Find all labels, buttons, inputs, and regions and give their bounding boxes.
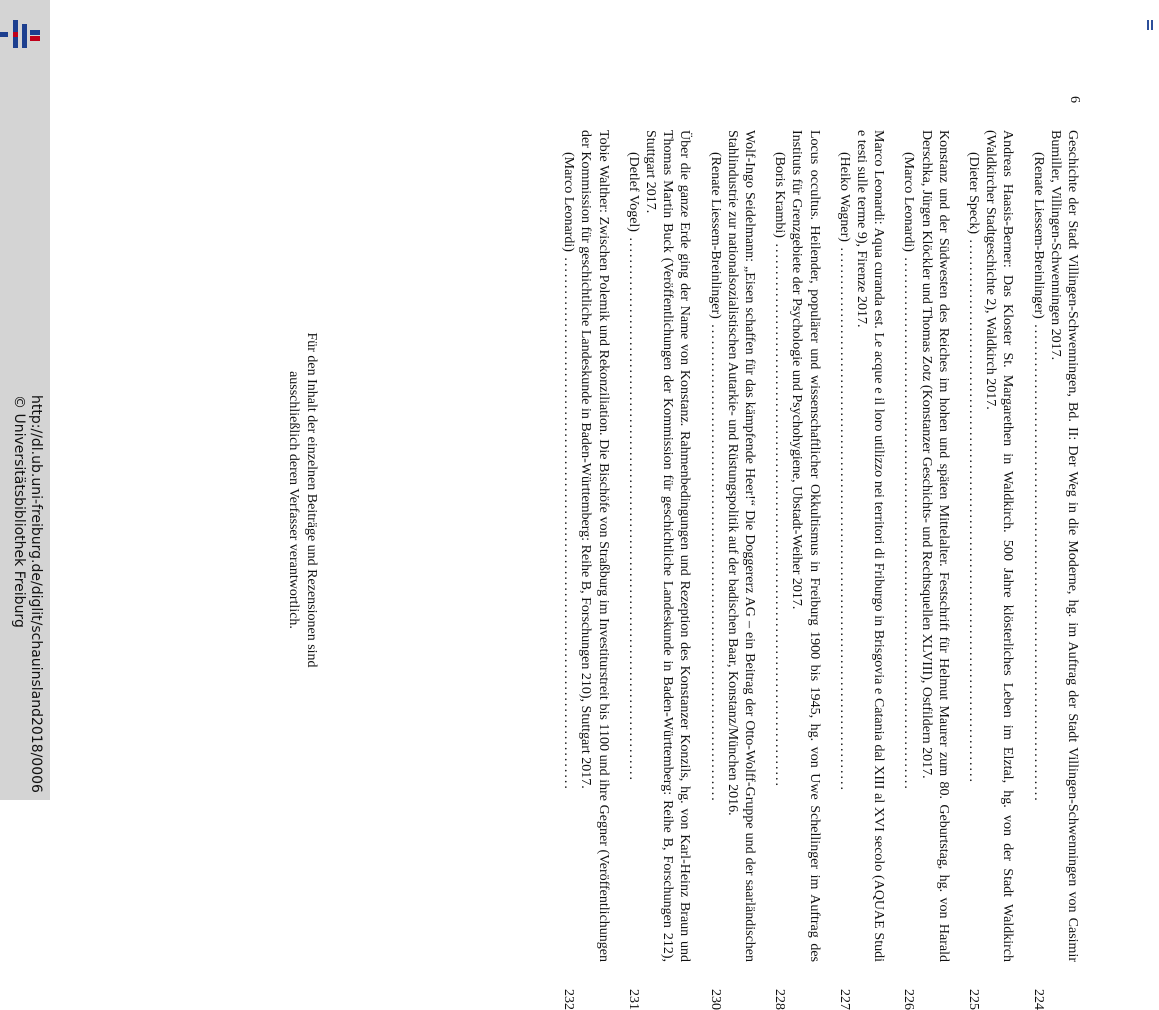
entry-title: Geschichte der Stadt Villingen-Schwenningen, Bd. II: Der Weg in die Moderne, hg. im Auftrag der Stadt Villingen-Schwenningen von Casimir Bumiller, Villingen-Schwenningen 2017. — [1047, 130, 1080, 962]
entry-title: Wolf-Ingo Seidelmann: „Eisen schaffen für das kämpfende Heer!“ Die Doggererz AG – ein Beitrag der Otto-Wolff-Gruppe und der saarländischen Stahlindustrie zur nationalsozialistischen Autarkie- und Rüstungspolitik auf der badischen Baar, Konstanz/München 2016. — [724, 130, 757, 962]
review-entry — [1029, 130, 1081, 1010]
entry-reviewer: (Renate Liessem-Breinlinger) ....................................................................................... — [1030, 152, 1046, 803]
scanned-page — [45, 0, 1085, 1010]
entry-title: Andreas Haasis-Berner: Das Kloster St. Margarethen in Waldkirch. 500 Jahre klösterliches Leben im Elztal, hg. von der Stadt Waldkirch (Waldkircher Stadtgeschichte 2), Waldkirch 2017. — [983, 130, 1016, 962]
entry-page-number: 224 — [1030, 989, 1046, 1010]
entry-reviewer: (Marco Leonardi) ................................................................................................. — [561, 152, 577, 791]
review-entry — [965, 130, 1017, 1010]
entry-reviewer: (Heiko Wagner) ................................................................................................... — [836, 152, 852, 792]
entry-page-number: 225 — [965, 989, 981, 1010]
permalink-url[interactable]: http://dl.ub.uni-freiburg.de/diglit/schauinsland2018/0006 — [28, 395, 44, 793]
disclaimer-line-2: ausschließlich deren Verfasser verantwortlich. — [286, 371, 301, 629]
entry-title: Über die ganze Erde ging der Name von Konstanz. Rahmenbedingungen und Rezeption des Konstanzer Konzils, hg. von Karl-Heinz Braun und Thomas Martin Buck (Veröffentlichungen der Kommission für geschichtliche Landeskunde in Baden-Württemberg: Reihe B, Forschungen 212), Stuttgart 2017. — [642, 130, 693, 962]
entry-reviewer: (Renate Liessem-Breinlinger) ....................................................................................... — [707, 152, 723, 803]
review-entry — [625, 130, 694, 1010]
entry-reviewer: (Marco Leonardi) ................................................................................................. — [901, 152, 917, 791]
entry-page-number: 232 — [561, 989, 577, 1010]
entry-page-number: 231 — [625, 989, 641, 1010]
entry-title: Marco Leonardi: Aqua curanda est. Le acque e il loro utilizzo nei territori di Friburgo in Brisgovia e Catania dal XIII al XVI secolo (AQUAE Studi e testi sulle terme 9), Firenze 2017. — [853, 130, 887, 962]
review-list — [547, 130, 1081, 1010]
entry-page-number: 226 — [901, 989, 917, 1010]
sidebar-source-info — [10, 395, 44, 795]
page-marker-icon — [1145, 14, 1155, 34]
page-number: 6 — [1067, 96, 1082, 103]
review-entry — [706, 130, 758, 1010]
entry-reviewer: (Boris Krambi) ................................................................................................... — [772, 152, 788, 788]
review-entry — [836, 130, 888, 1010]
entry-title: Tobie Walther: Zwischen Polemik und Rekonziliation. Die Bischöfe von Straßburg im Investiturstreit bis 1100 und ihre Gegner (Veröffentlichungen der Kommission für geschichtliche Landeskunde in Baden-Württemberg: Reihe B, Forschungen 210), Stuttgart 2017. — [578, 130, 611, 962]
disclaimer-line-1: Für den Inhalt der einzelnen Beiträge und Rezensionen sind — [304, 332, 319, 668]
entry-page-number: 228 — [772, 989, 788, 1010]
entry-page-number: 230 — [707, 989, 723, 1010]
entry-reviewer: (Detlef Vogel) ................................................................................................... — [625, 152, 641, 782]
review-entry — [900, 130, 952, 1010]
review-entry — [560, 130, 612, 1010]
university-logo-icon — [0, 18, 44, 52]
entry-title: Konstanz und der Südwesten des Reiches im hohen und späten Mittelalter. Festschrift für Helmut Maurer zum 80. Geburtstag, hg. von Harald Derschka, Jürgen Klöckler und Thomas Zotz (Konstanzer Geschichts- und Rechtsquellen XLVIII), Ostfildern 2017. — [918, 130, 951, 962]
viewer-sidebar — [0, 0, 50, 800]
review-entry — [771, 130, 823, 1010]
entry-title: Locus occultus. Heilender, populärer und wissenschaftlicher Okkultismus in Freiburg 1900 bis 1945, hg. von Uwe Schellinger im Auftrag des Instituts für Grenzgebiete der Psychologie und Psychohygiene, Ubstadt-Weiher 2017. — [789, 130, 822, 962]
entry-page-number: 227 — [836, 989, 852, 1010]
disclaimer — [284, 200, 320, 800]
copyright-notice: © Universitätsbibliothek Freiburg — [11, 395, 27, 628]
entry-reviewer: (Dieter Speck) ................................................................................................... — [965, 152, 981, 785]
